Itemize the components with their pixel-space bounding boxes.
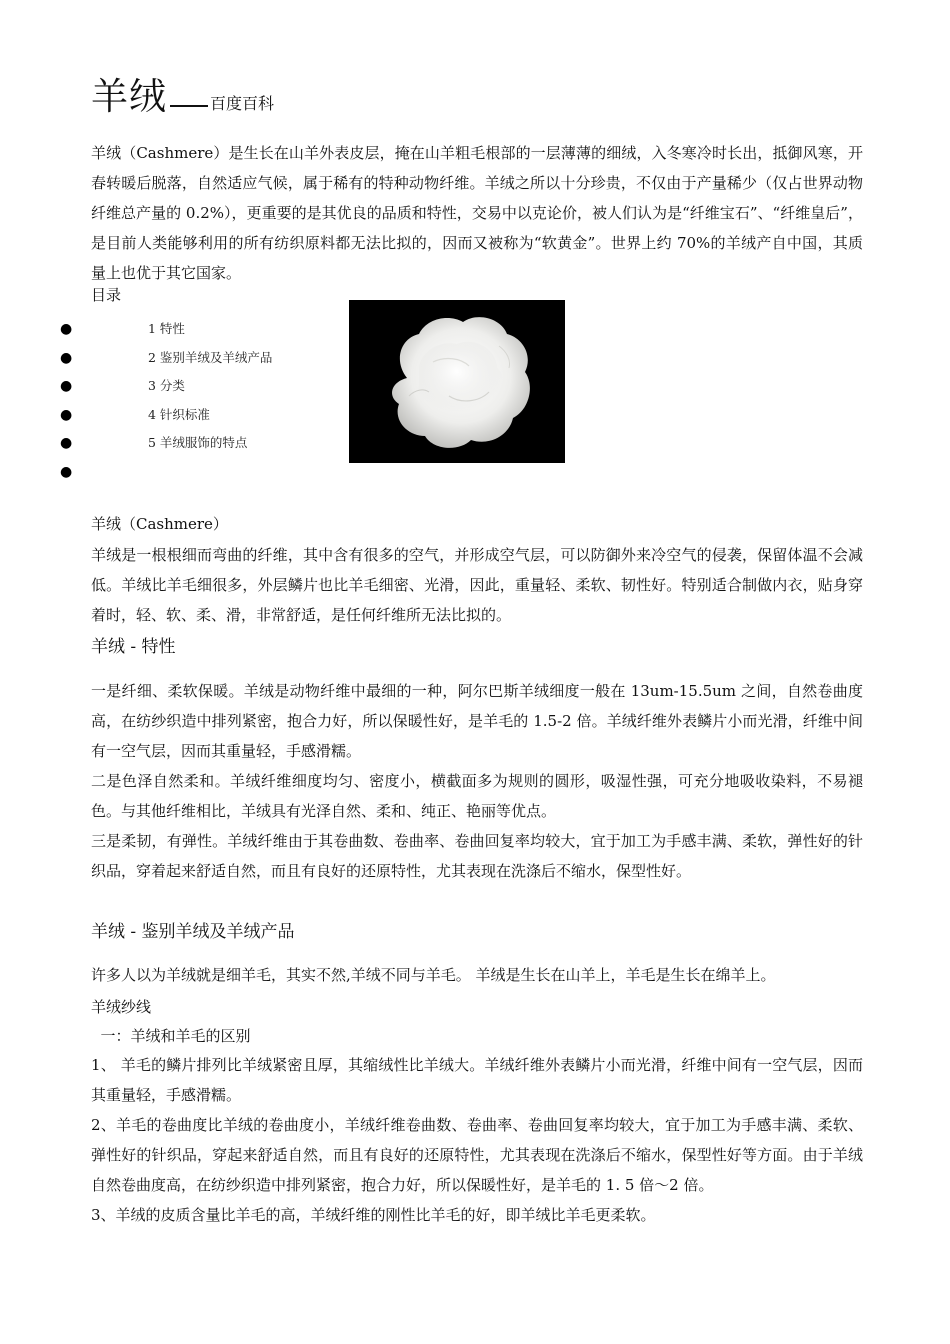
cashmere-wool-image <box>349 300 565 463</box>
traits-section <box>91 676 863 886</box>
bullet-icon: ● <box>60 463 73 480</box>
traits-paragraph-3: 三是柔韧，有弹性。羊绒纤维由于其卷曲数、卷曲率、卷曲回复率均较大，宜于加工为手感丰满、柔软，弹性好的针织品，穿着起来舒适自然，而且有良好的还原特性，尤其表现在洗涤后不缩水，保型性好。 <box>91 832 863 880</box>
bullet-icon: ● <box>60 321 73 337</box>
bullet-icon: ● <box>60 349 73 366</box>
toc-title: 目录 <box>91 286 122 304</box>
identify-intro: 许多人以为羊绒就是细羊毛，其实不然,羊绒不同与羊毛。 羊绒是生长在山羊上，羊毛是生长在绵羊上。 <box>91 966 776 984</box>
bullet-icon: ● <box>60 435 73 451</box>
bullet-icon: ● <box>60 378 73 394</box>
section-heading-identify: 羊绒 - 鉴别羊绒及羊绒产品 <box>91 922 295 942</box>
page-title <box>91 66 274 120</box>
cashmere-label: 羊绒（Cashmere） <box>91 515 228 533</box>
identify-point-3: 3、羊绒的皮质含量比羊毛的高，羊绒纤维的刚性比羊毛的好，即羊绒比羊毛更柔软。 <box>91 1206 656 1224</box>
toc-item-label[interactable]: 2 鉴别羊绒及羊绒产品 <box>148 349 273 365</box>
toc-item-label[interactable]: 5 羊绒服饰的特点 <box>148 435 248 450</box>
identify-list <box>91 1050 863 1230</box>
traits-paragraph-2: 二是色泽自然柔和。羊绒纤维细度均匀、密度小，横截面多为规则的圆形，吸湿性强，可充分地吸收染料，不易褪色。与其他纤维相比，羊绒具有光泽自然、柔和、纯正、艳丽等优点。 <box>91 772 863 820</box>
toc-item-label[interactable]: 4 针织标准 <box>148 406 210 422</box>
title-subtitle: 百度百科 <box>210 94 275 113</box>
identify-point-1: 1、 羊毛的鳞片排列比羊绒紧密且厚，其缩绒性比羊绒大。羊绒纤维外表鳞片小而光滑，纤维中间有一空气层，因而其重量轻，手感滑糯。 <box>91 1056 863 1104</box>
traits-paragraph-1: 一是纤细、柔软保暖。羊绒是动物纤维中最细的一种，阿尔巴斯羊绒细度一般在 13um-15.5um 之间，自然卷曲度高，在纺纱织造中排列紧密，抱合力好，所以保暖性好，是羊毛的 1.5-2 倍。羊绒纤维外表鳞片小而光滑，纤维中间有一空气层，因而其重量轻，手感滑糯。 <box>91 682 863 760</box>
intro-paragraph: 羊绒（Cashmere）是生长在山羊外表皮层，掩在山羊粗毛根部的一层薄薄的细绒，入冬寒冷时长出，抵御风寒，开春转暖后脱落，自然适应气候，属于稀有的特种动物纤维。羊绒之所以十分珍贵，不仅由于产量稀少（仅占世界动物纤维总产量的 0.2%），更重要的是其优良的品质和特性，交易中以克论价，被人们认为是“纤维宝石”、“纤维皇后”， 是目前人类能够利用的所有纺织原料都无法比拟的，因而又被称为“软黄金”。世界上约 70%的羊绒产自中国，其质量上也优于其它国家。 <box>91 144 863 282</box>
cashmere-description: 羊绒是一根根细而弯曲的纤维，其中含有很多的空气，并形成空气层，可以防御外来冷空气的侵袭，保留体温不会减低。羊绒比羊毛细很多，外层鳞片也比羊毛细密、光滑，因此，重量轻、柔软、韧性好。特别适合制做内衣，贴身穿着时，轻、软、柔、滑，非常舒适，是任何纤维所无法比拟的。 <box>91 546 863 624</box>
bullet-icon: ● <box>60 406 73 423</box>
title-dash <box>170 105 208 107</box>
title-main: 羊绒 <box>91 75 167 118</box>
yarn-caption: 羊绒纱线 <box>91 998 152 1016</box>
identify-point-2: 2、羊毛的卷曲度比羊绒的卷曲度小，羊绒纤维卷曲数、卷曲率、卷曲回复率均较大，宜于加工为手感丰满、柔软、弹性好的针织品，穿起来舒适自然，而且有良好的还原特性，尤其表现在洗涤后不缩水，保型性好等方面。由于羊绒自然卷曲度高，在纺纱织造中排列紧密，抱合力好，所以保暖性好，是羊毛的 1. 5 倍～2 倍。 <box>91 1116 863 1194</box>
toc-item-label[interactable]: 1 特性 <box>148 321 185 336</box>
cashmere-photo <box>349 300 565 463</box>
toc-item-label[interactable]: 3 分类 <box>148 378 185 393</box>
section-heading-traits: 羊绒 - 特性 <box>91 637 176 657</box>
difference-subheading: 一：羊绒和羊毛的区别 <box>91 1027 251 1045</box>
